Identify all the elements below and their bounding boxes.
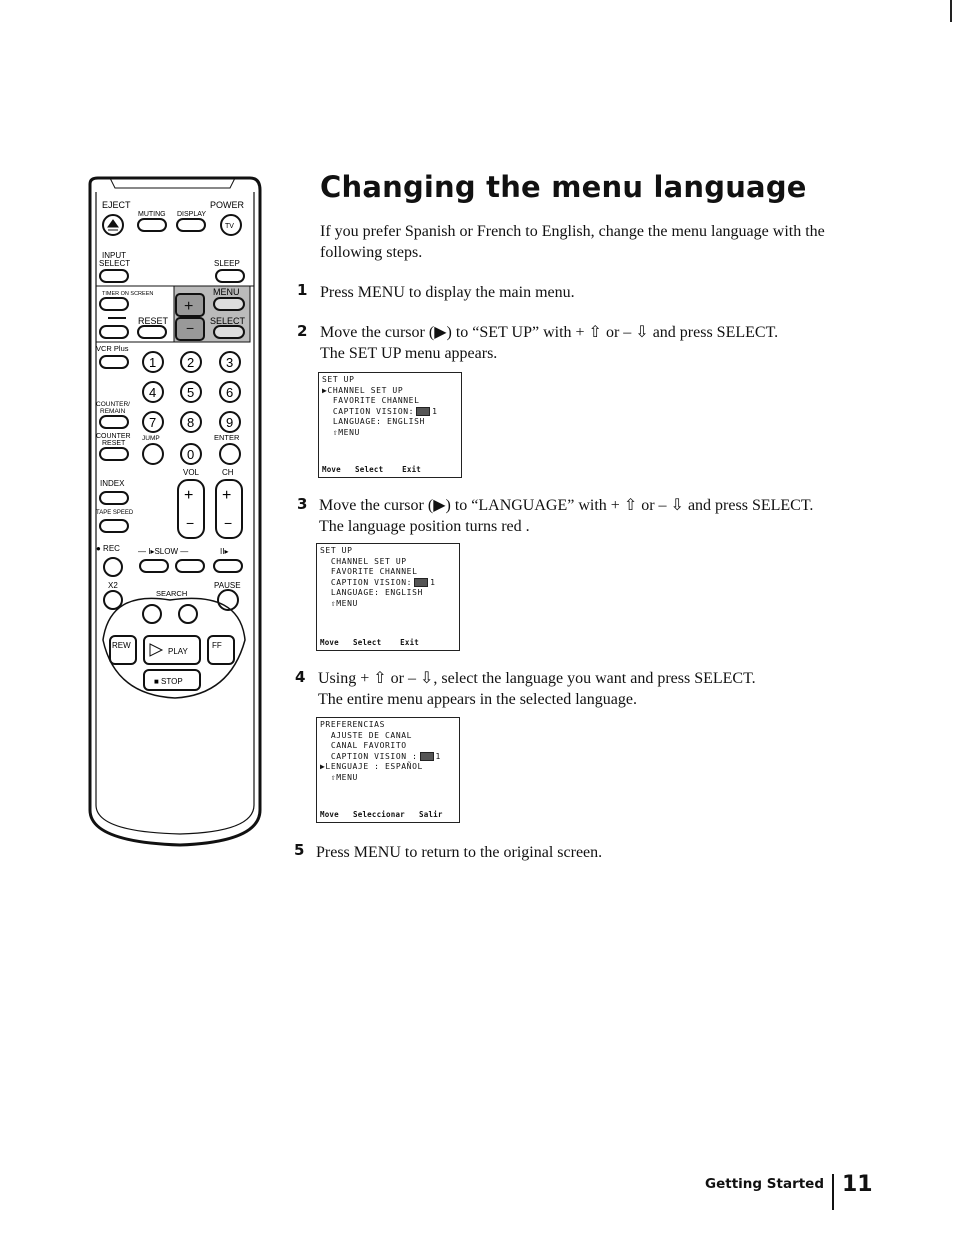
cc-icon: [414, 578, 428, 587]
svg-text:−: −: [224, 515, 233, 531]
step-5-number: 5: [294, 841, 305, 859]
x2-button[interactable]: [104, 591, 122, 609]
remote-slow-label: — I▸SLOW —: [138, 547, 189, 556]
svg-text:1: 1: [149, 355, 157, 370]
step-4-number: 4: [295, 668, 306, 686]
counter-reset-button[interactable]: [100, 448, 128, 460]
remote-reset-label: RESET: [138, 316, 169, 326]
screen-line: AJUSTE DE CANAL: [320, 730, 413, 740]
step-4-text: Using + ⇧ or – ⇩, select the language you want and press SELECT.: [318, 670, 756, 687]
step-4-result: The entire menu appears in the selected language.: [318, 691, 637, 708]
remote-menu-label: MENU: [213, 287, 240, 297]
step-2-number: 2: [297, 322, 308, 340]
remote-eject-label: EJECT: [102, 200, 131, 210]
enter-button[interactable]: [220, 444, 240, 464]
remote-stop-label: ■ STOP: [154, 677, 183, 686]
step-2-text: Move the cursor (▶) to “SET UP” with + ⇧ or – ⇩ and press SELECT.: [320, 324, 779, 341]
screen-line: CANAL FAVORITO: [320, 741, 407, 750]
remote-pause-label: PAUSE: [214, 581, 241, 590]
step-3-text: Move the cursor (▶) to “LANGUAGE” with + ⇧ or – ⇩ and press SELECT.: [319, 497, 814, 514]
svg-text:5: 5: [187, 385, 195, 400]
screen-footer: Move Select Exit: [322, 464, 422, 474]
rec-button[interactable]: [104, 558, 122, 576]
svg-text:8: 8: [187, 415, 195, 430]
digit-9-button[interactable]: [220, 412, 240, 432]
page-number: 11: [842, 1172, 873, 1197]
digit-7-button[interactable]: [143, 412, 163, 432]
reset-button[interactable]: [138, 326, 166, 338]
screen-line: SET UP: [320, 546, 353, 555]
remote-enter-label: ENTER: [214, 433, 240, 442]
search-back-button[interactable]: [143, 605, 161, 623]
svg-text:+: +: [222, 487, 232, 504]
digit-3-button[interactable]: [220, 352, 240, 372]
remote-index-label: INDEX: [100, 479, 125, 488]
screen-line: ⇧MENU: [320, 772, 358, 782]
remote-sleep-label: SLEEP: [214, 259, 240, 268]
screen-line: LANGUAGE: ENGLISH: [320, 588, 423, 597]
digit-4-button[interactable]: [143, 382, 163, 402]
svg-text:2: 2: [187, 355, 195, 370]
remote-input-label: INPUT: [102, 251, 126, 260]
step-5-text: Press MENU to return to the original screen.: [316, 844, 603, 861]
svg-text:9: 9: [226, 415, 234, 430]
remote-jump-label: JUMP: [142, 435, 160, 442]
digit-0-button[interactable]: [181, 444, 201, 464]
cc-icon: [420, 752, 434, 761]
remote-vol-label: VOL: [183, 468, 200, 477]
svg-text:6: 6: [226, 385, 234, 400]
svg-text:−: −: [186, 515, 195, 531]
language-select-screen: [316, 543, 460, 651]
remote-x2-label: X2: [108, 581, 118, 590]
display-button[interactable]: [177, 219, 205, 231]
remote-power-label: POWER: [210, 200, 245, 210]
back-button[interactable]: [100, 326, 128, 338]
svg-text:+: +: [184, 487, 194, 504]
screen-line: PREFERENCIAS: [320, 720, 385, 729]
remote-timer-label: TIMER ON SCREEN: [102, 291, 154, 297]
remote-tv-label: TV: [225, 223, 234, 230]
screen-line: FAVORITE CHANNEL: [322, 396, 420, 405]
remote-counter-remain-label: COUNTER/: [96, 401, 130, 408]
svg-text:+: +: [184, 298, 194, 315]
remote-tape-speed-label: TAPE SPEED: [96, 510, 134, 516]
remote-reset2-label: RESET: [102, 440, 126, 447]
search-forward-button[interactable]: [179, 605, 197, 623]
menu-button[interactable]: [214, 298, 244, 310]
digit-8-button[interactable]: [181, 412, 201, 432]
remote-play-label: PLAY: [168, 647, 188, 656]
digit-1-button[interactable]: [143, 352, 163, 372]
counter-remain-button[interactable]: [100, 416, 128, 428]
digit-5-button[interactable]: [181, 382, 201, 402]
slow-plus-button[interactable]: [176, 560, 204, 572]
remote-control-illustration: [80, 170, 270, 860]
svg-text:4: 4: [149, 385, 157, 400]
vcr-plus-button[interactable]: [100, 356, 128, 368]
remote-ch-label: CH: [222, 468, 234, 477]
digit-6-button[interactable]: [220, 382, 240, 402]
remote-step-label: II▸: [220, 547, 229, 556]
step-1-text: Press MENU to display the main menu.: [320, 284, 575, 301]
setup-menu-screen: [318, 372, 462, 478]
svg-text:3: 3: [226, 355, 234, 370]
digit-2-button[interactable]: [181, 352, 201, 372]
remote-ff-label: FF: [212, 641, 222, 650]
tape-speed-button[interactable]: [100, 520, 128, 532]
intro-paragraph: If you prefer Spanish or French to English, change the menu language with the following steps.: [320, 223, 825, 261]
step-3-number: 3: [297, 495, 308, 513]
screen-line: ⇧MENU: [320, 598, 358, 608]
spanish-menu-screen: [316, 717, 460, 823]
input-select-button[interactable]: [100, 270, 128, 282]
screen-line: CAPTION VISION: 1: [320, 577, 436, 587]
screen-line: CAPTION VISION: 1: [322, 406, 438, 416]
remote-rec-label: ● REC: [96, 544, 120, 553]
screen-line: CAPTION VISION : 1: [320, 751, 441, 761]
svg-text:0: 0: [187, 447, 195, 462]
step-3-result: The language position turns red .: [319, 518, 530, 535]
step-1-number: 1: [297, 281, 308, 299]
footer-section-label: Getting Started: [705, 1176, 824, 1192]
remote-rew-label: REW: [112, 641, 131, 650]
footer-divider: [832, 1174, 834, 1210]
remote-select-label: SELECT: [99, 259, 131, 268]
select-button[interactable]: [214, 326, 244, 338]
remote-counter-reset-label: COUNTER: [96, 433, 131, 440]
screen-line: LANGUAGE: ENGLISH: [322, 417, 425, 426]
frame-step-button[interactable]: [214, 560, 242, 572]
remote-select-key-label: SELECT: [210, 316, 246, 326]
remote-search-label: SEARCH: [156, 589, 188, 598]
svg-text:7: 7: [149, 415, 157, 430]
page-edge-mark: [950, 0, 952, 22]
slow-minus-button[interactable]: [140, 560, 168, 572]
screen-line: ▶LENGUAJE : ESPAÑOL: [320, 762, 423, 771]
cc-icon: [416, 407, 430, 416]
remote-vcrplus-label: VCR Plus: [96, 344, 129, 353]
screen-line: SET UP: [322, 375, 355, 384]
screen-footer: Move Seleccionar Salir: [320, 809, 443, 819]
remote-display-label: DISPLAY: [177, 211, 207, 218]
screen-line: CHANNEL SET UP: [320, 556, 407, 566]
step-2-result: The SET UP menu appears.: [320, 345, 498, 362]
muting-button[interactable]: [138, 219, 166, 231]
jump-button[interactable]: [143, 444, 163, 464]
index-button[interactable]: [100, 492, 128, 504]
timer-button[interactable]: [100, 298, 128, 310]
screen-line: FAVORITE CHANNEL: [320, 567, 418, 576]
svg-text:−: −: [186, 320, 195, 336]
screen-line: ▶CHANNEL SET UP: [322, 385, 404, 395]
remote-muting-label: MUTING: [138, 211, 166, 218]
screen-footer: Move Select Exit: [320, 637, 420, 647]
page-title: Changing the menu language: [320, 170, 807, 204]
screen-line: ⇧MENU: [322, 427, 360, 437]
remote-remain-label: REMAIN: [100, 408, 126, 415]
sleep-button[interactable]: [216, 270, 244, 282]
